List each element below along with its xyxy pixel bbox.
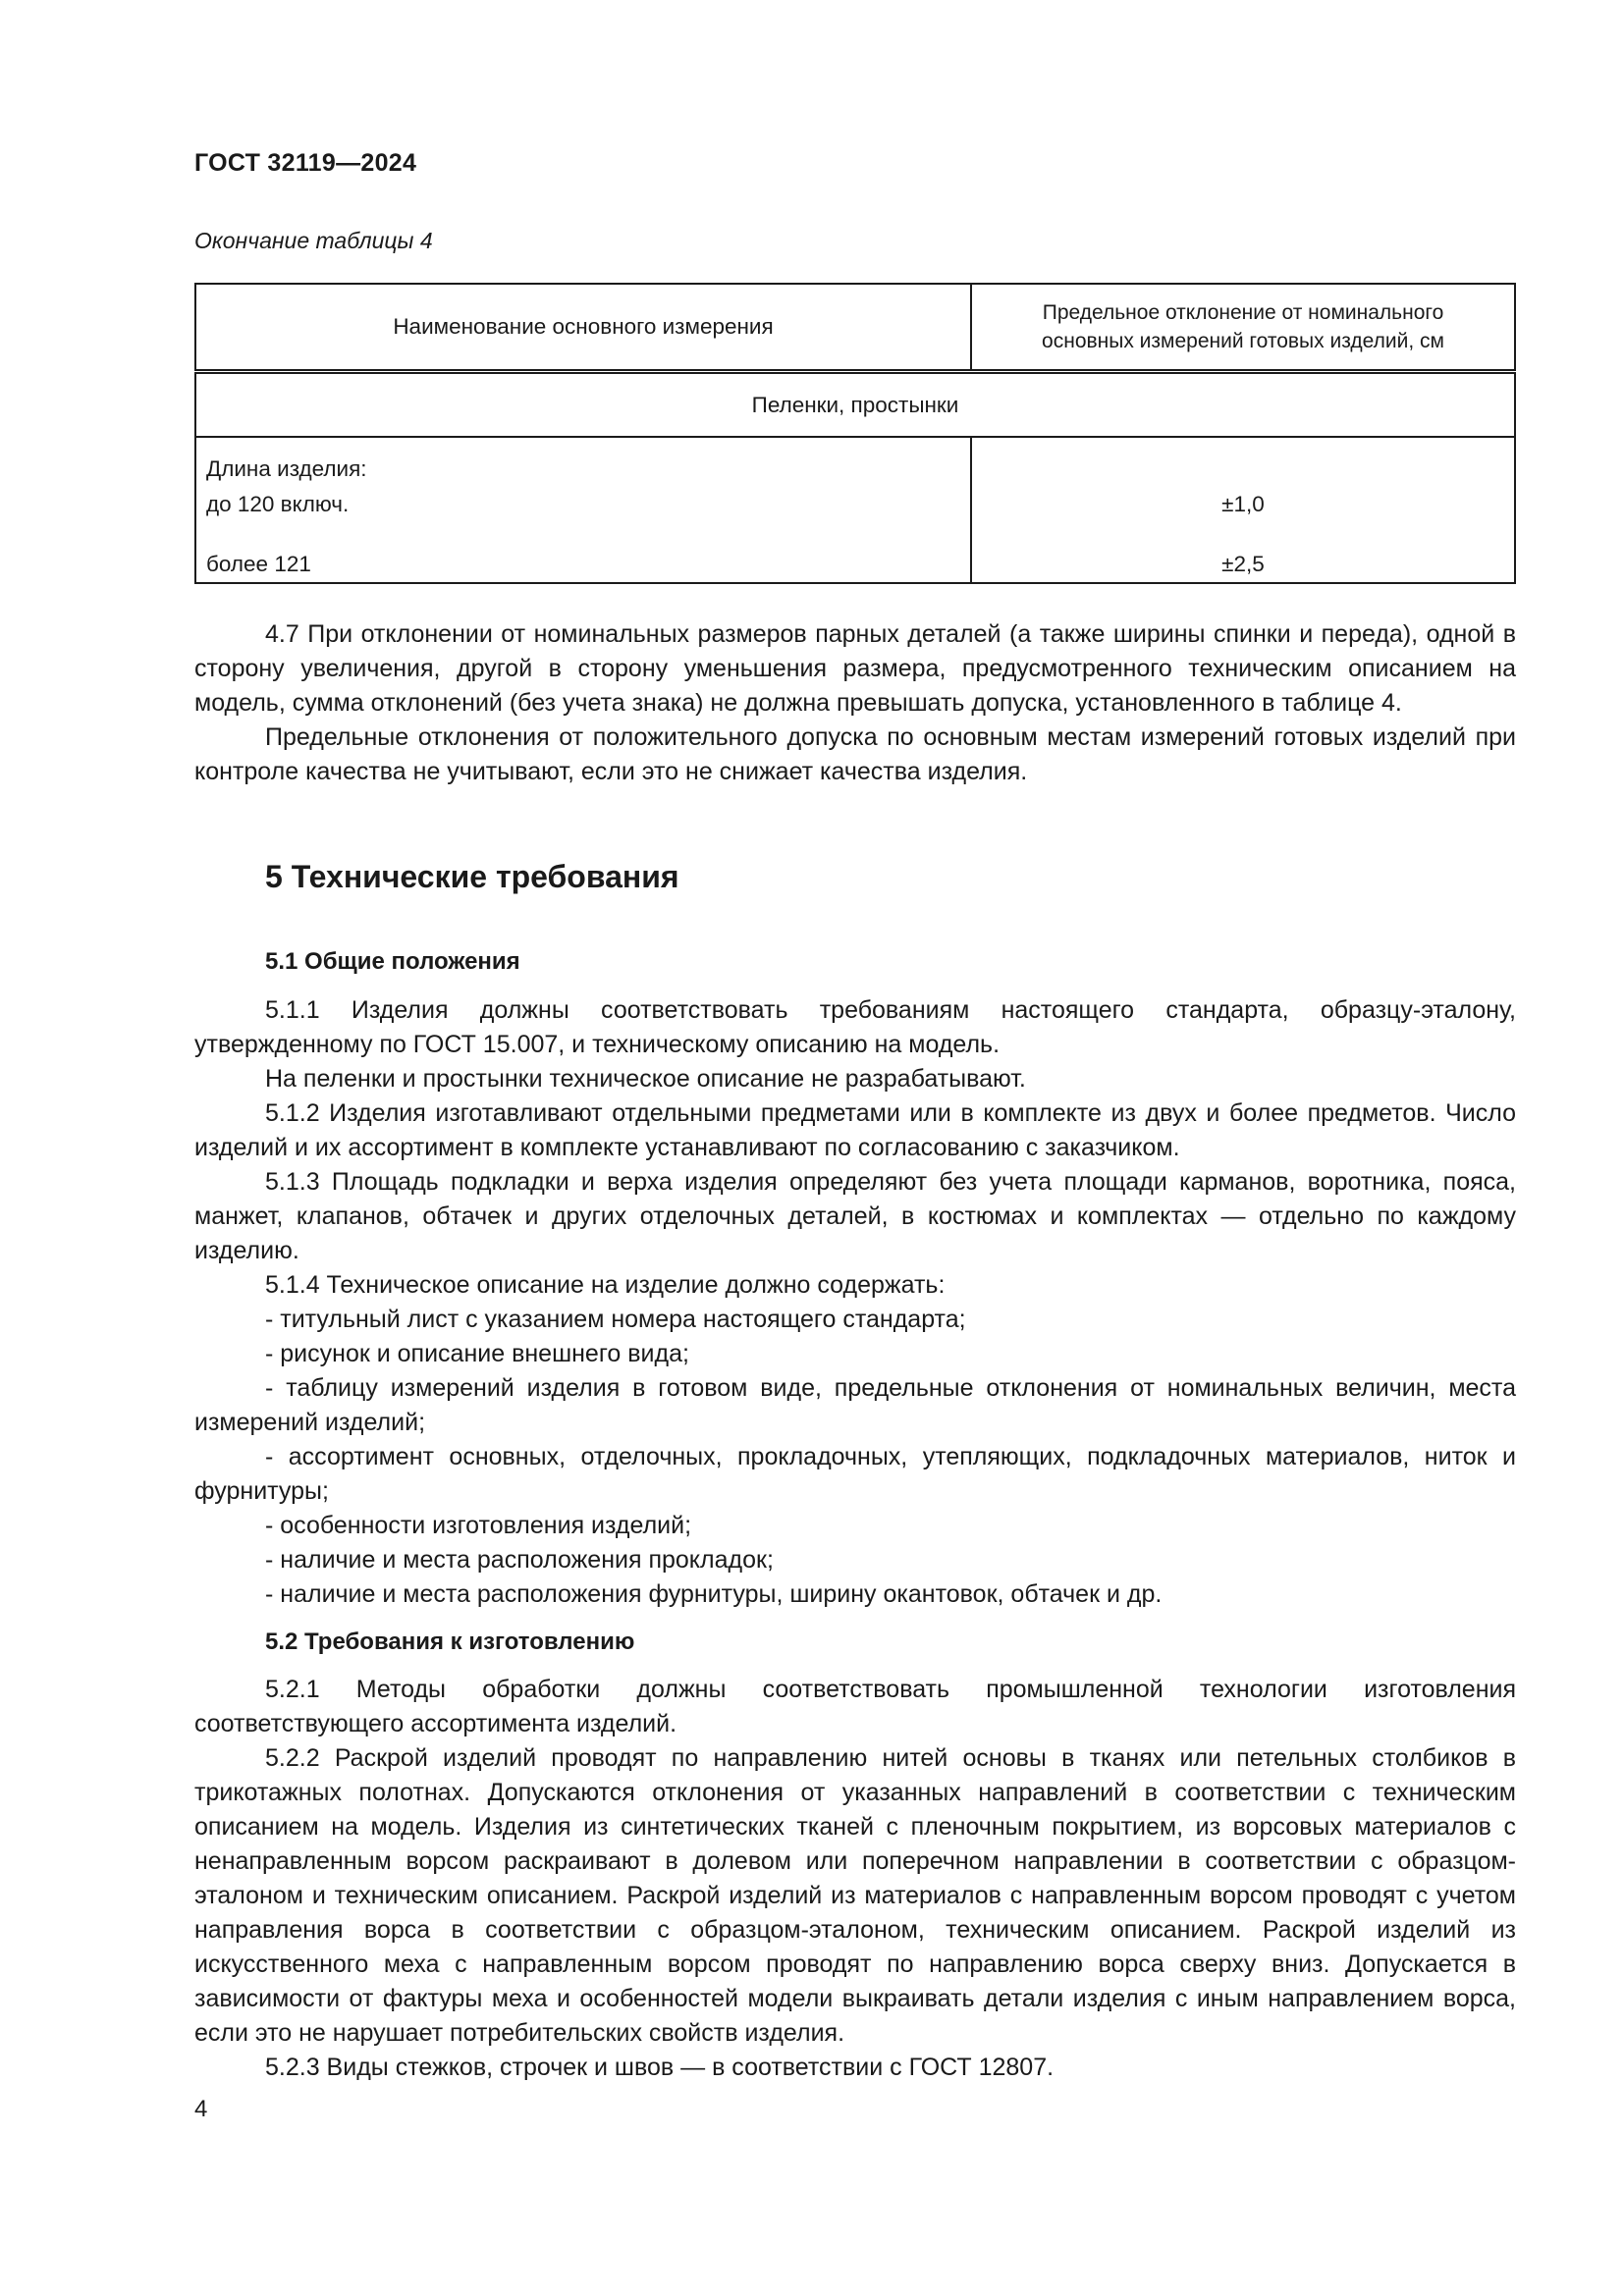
document-header: ГОСТ 32119—2024	[194, 149, 417, 177]
subsection-title-5-2: 5.2 Требования к изготовлению	[265, 1629, 635, 1655]
table-cell-deviation	[971, 437, 1515, 583]
list-item: - особенности изготовления изделий;	[265, 1512, 692, 1539]
table-header-deviation-line1: Предельное отклонение от номинального	[1042, 301, 1444, 324]
table-section-row	[195, 372, 1515, 438]
section-title: 5 Технические требования	[265, 859, 679, 894]
clause-5-2	[194, 1673, 1516, 2085]
table-caption: Окончание таблицы 4	[194, 228, 433, 253]
table-row-1-line1: Длина изделия:	[206, 456, 367, 481]
clause-5-1	[194, 993, 1516, 1612]
table-row-2-value: ±2,5	[1221, 552, 1265, 576]
subsection-title-5-1: 5.1 Общие положения	[265, 948, 520, 975]
paragraph: 4.7 При отклонении от номинальных размеров парных деталей (а также ширины спинки и переда), одной в сторону увеличения, другой в сторону уменьшения размера, предусмотренного техническим описанием на модель, сумма отклонений (без учета знака) не должна превышать допуска, установленного в таблице 4.	[194, 620, 1516, 717]
table-4	[194, 283, 1516, 584]
paragraph: 5.2.2 Раскрой изделий проводят по направлению нитей основы в тканях или петельных столбиков в трикотажных полотнах. Допускаются отклонения от указанных направлений в соответствии с техническим описанием на модель. Изделия из синтетических тканей с пленочным покрытием, из ворсовых материалов с ненаправленным ворсом раскраивают в долевом или поперечном направлении в соответствии с образцом-эталоном и техническим описанием. Раскрой изделий из материалов с направленным ворсом проводят с учетом направления ворса в соответствии с образцом-эталоном, техническим описанием. Раскрой изделий из искусственного меха с направленным ворсом проводят по направлению ворса сверху вниз. Допускается в зависимости от фактуры меха и особенностей модели выкраивать детали изделия с иным направлением ворса, если это не нарушает потребительских свойств изделия.	[194, 1744, 1516, 2047]
paragraph: 5.2.3 Виды стежков, строчек и швов — в соответствии с ГОСТ 12807.	[265, 2054, 1055, 2081]
table-row-2-line1: более 121	[206, 552, 311, 576]
table-cell-measurement	[195, 437, 971, 583]
paragraph: 5.1.3 Площадь подкладки и верха изделия определяют без учета площади карманов, воротника, пояса, манжет, клапанов, обтачек и других отделочных деталей, в костюмах и комплектах — отдельно по каждому изделию.	[194, 1168, 1516, 1264]
table-row-1-value: ±1,0	[1221, 492, 1265, 516]
table-header-row	[195, 284, 1515, 372]
table-row	[195, 437, 1515, 583]
list-item: - наличие и места расположения прокладок;	[265, 1546, 774, 1574]
paragraph: 5.1.1 Изделия должны соответствовать требованиям настоящего стандарта, образцу-эталону, утвержденному по ГОСТ 15.007, и техническому описанию на модель.	[194, 996, 1516, 1058]
list-item: - наличие и места расположения фурнитуры, ширину окантовок, обтачек и др.	[265, 1580, 1163, 1608]
paragraph: 5.1.4 Техническое описание на изделие должно содержать:	[265, 1271, 946, 1299]
page-number: 4	[194, 2096, 208, 2122]
paragraph: Предельные отклонения от положительного допуска по основным местам измерений готовых изделий при контроле качества не учитывают, если это не снижает качества изделия.	[194, 723, 1516, 785]
paragraph: 5.1.2 Изделия изготавливают отдельными предметами или в комплекте из двух и более предметов. Число изделий и их ассортимент в комплекте устанавливают по согласованию с заказчиком.	[194, 1099, 1516, 1161]
table-header-deviation	[971, 284, 1515, 372]
table-row-1-line2: до 120 включ.	[206, 492, 350, 516]
list-item: - таблицу измерений изделия в готовом виде, предельные отклонения от номинальных величин, места измерений изделий;	[194, 1374, 1516, 1436]
paragraph: На пеленки и простынки техническое описание не разрабатывают.	[265, 1065, 1026, 1093]
paragraph: 5.2.1 Методы обработки должны соответствовать промышленной технологии изготовления соответствующего ассортимента изделий.	[194, 1676, 1516, 1737]
table-header-measurement: Наименование основного измерения	[195, 284, 971, 372]
clause-4-7	[194, 617, 1516, 789]
list-item: - ассортимент основных, отделочных, прокладочных, утепляющих, подкладочных материалов, ниток и фурнитуры;	[194, 1443, 1516, 1505]
table-section-label: Пеленки, простынки	[195, 372, 1515, 438]
list-item: - титульный лист с указанием номера настоящего стандарта;	[265, 1306, 966, 1333]
list-item: - рисунок и описание внешнего вида;	[265, 1340, 689, 1367]
table-header-deviation-line2: основных измерений готовых изделий, см	[1042, 330, 1444, 352]
